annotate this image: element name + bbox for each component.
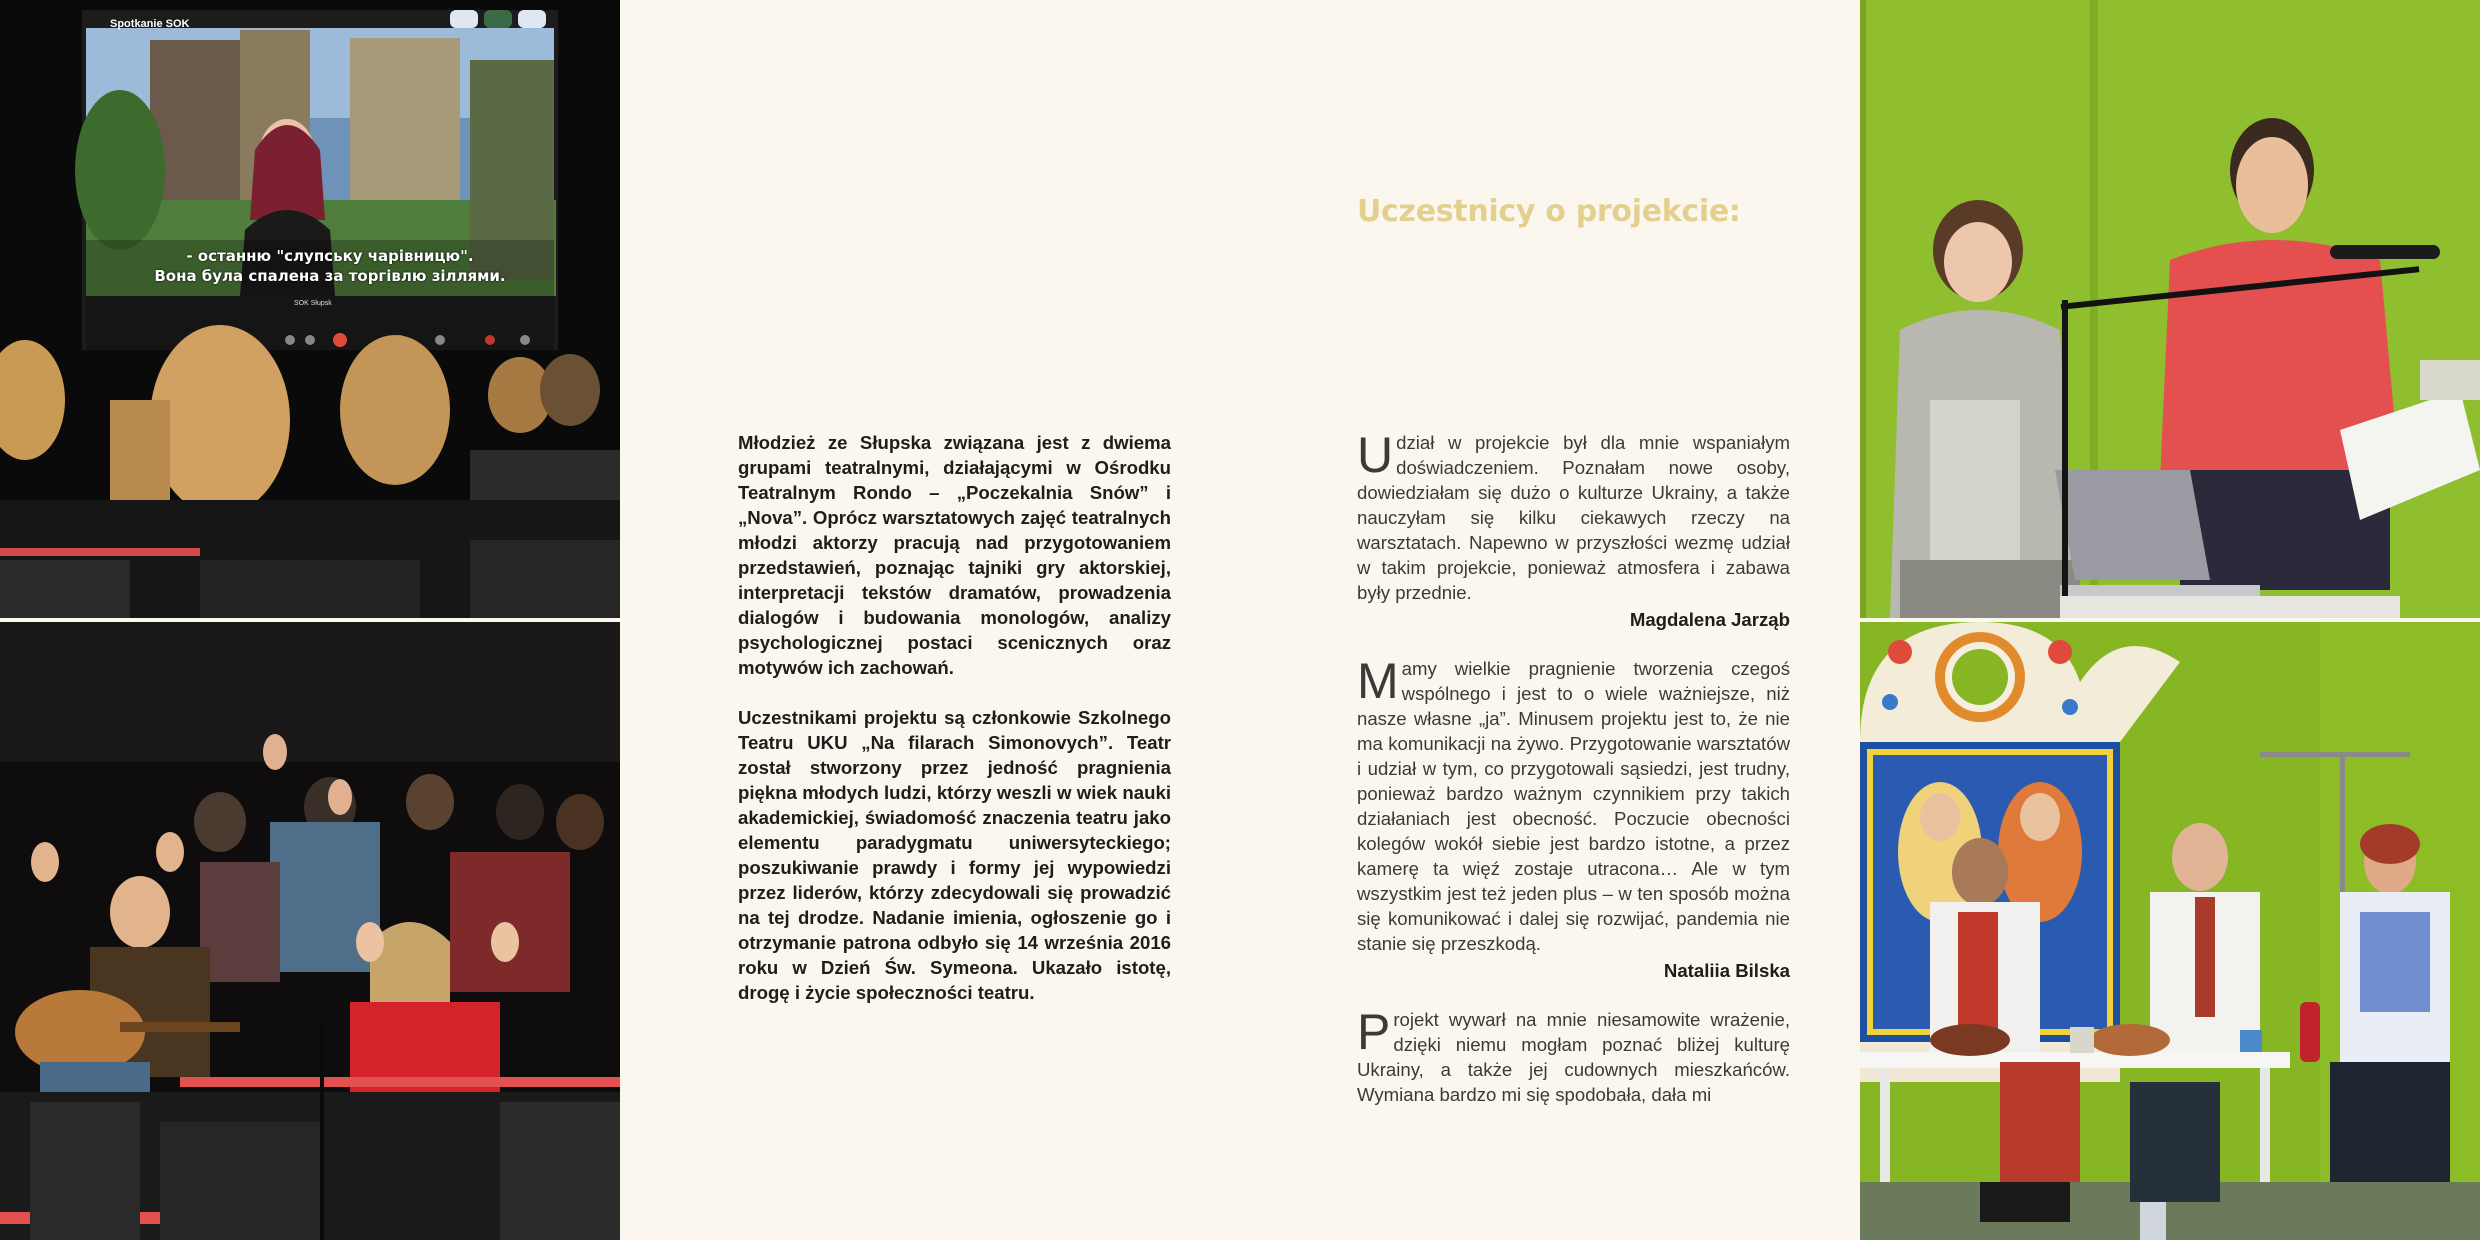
project-description — [738, 430, 1171, 1030]
audience-photo — [0, 622, 620, 1240]
stage-photo — [1860, 622, 2480, 1240]
channel-label: SOK Słupsk — [294, 300, 332, 307]
screening-photo — [0, 0, 620, 618]
subtitle-line-2: Вона була спалена за торгівлю зіллями. — [154, 267, 506, 285]
subtitle-line-1: - останню "слупську чарівницю". — [186, 247, 474, 265]
panel-photo — [1860, 0, 2480, 618]
meeting-title: Spotkanie SOK — [110, 18, 190, 30]
quote-block — [1357, 653, 1790, 983]
screen-subtitles — [120, 246, 540, 286]
quote-text: Udział w projekcie był dla mnie wspaniałym doświadczeniem. Poznałam nowe osoby, dowiedziałam się dużo o kulturze Ukrainy, a także nauczyłam się kilku ciekawych rzeczy na warsztatach. Napewno w przyszłości wezmę udział w takim projekcie, ponieważ atmosfera i zabawa były przednie. — [1357, 427, 1790, 603]
quote-block — [1357, 1004, 1790, 1107]
right-text-page — [1240, 0, 1860, 1240]
quote-author: Nataliia Bilska — [1663, 960, 1790, 981]
left-text-page — [620, 0, 1240, 1240]
quote-author: Magdalena Jarząb — [1629, 609, 1790, 630]
description-paragraph: Młodzież ze Słupska związana jest z dwiema grupami teatralnymi, działającymi w Ośrodku Teatralnym Rondo – „Poczekalnia Snów” i „Nova”. Oprócz warsztatowych zajęć teatralnych młodzi aktorzy pracują nad przygotowaniem przedstawień, poznając tajniki gry aktorskiej, interpretacji tekstów dramatów, prowadzenia dialogów i budowania monologów, analizy psychologicznej postaci scenicznych oraz motywów ich zachowań. — [738, 432, 1171, 678]
description-paragraph: Uczestnikami projektu są członkowie Szkolnego Teatru UKU „Na filarach Simonovych”. Teatr został stworzony przez jedność pragnienia piękna młodych ludzi, którzy weszli w wiek nauki akademickiej, świadomość znaczenia teatru jako elementu paradygmatu uniwersyteckiego; poszukiwanie prawdy i formy jej wypowiedzi przez liderów, którzy zdecydowali się prowadzić na tej drodze. Nadanie imienia, ogłoszenie go i otrzymanie patrona odbyło się 14 września 2016 roku w Dzień Św. Symeona. Ukazało istotę, drogę i życie społeczności teatru. — [738, 707, 1171, 1003]
section-title: Uczestnicy o projekcie: — [1357, 194, 1741, 229]
quote-text: Projekt wywarł na mnie niesamowite wrażenie, dzięki niemu mogłam poznać bliżej kulturę Ukrainy, a także jej cudownych mieszkańców. Wymiana bardzo mi się spodobała, dała mi — [1357, 1004, 1790, 1105]
quote-block — [1357, 427, 1790, 632]
participant-quotes — [1357, 427, 1790, 1131]
quote-text: Mamy wielkie pragnienie tworzenia czegoś wspólnego i jest to o wiele ważniejsze, niż nasze własne „ja”. Minusem projektu jest to, że nie ma komunikacji na żywo. Przygotowanie warsztatów i udział w tym, co przygotowali sąsiedzi, jest trudny, ponieważ bardzo ważnym czynnikiem przy takich działaniach jest obecność. Poczucie obecności kolegów wokół siebie jest bardzo istotne, a przez kamerę ta więź zostaje utracona… Ale w tym wszystkim jest też jeden plus – w ten sposób można się komunikować i dalej się rozwijać, pandemia nie stanie się przeszkodą. — [1357, 653, 1790, 954]
